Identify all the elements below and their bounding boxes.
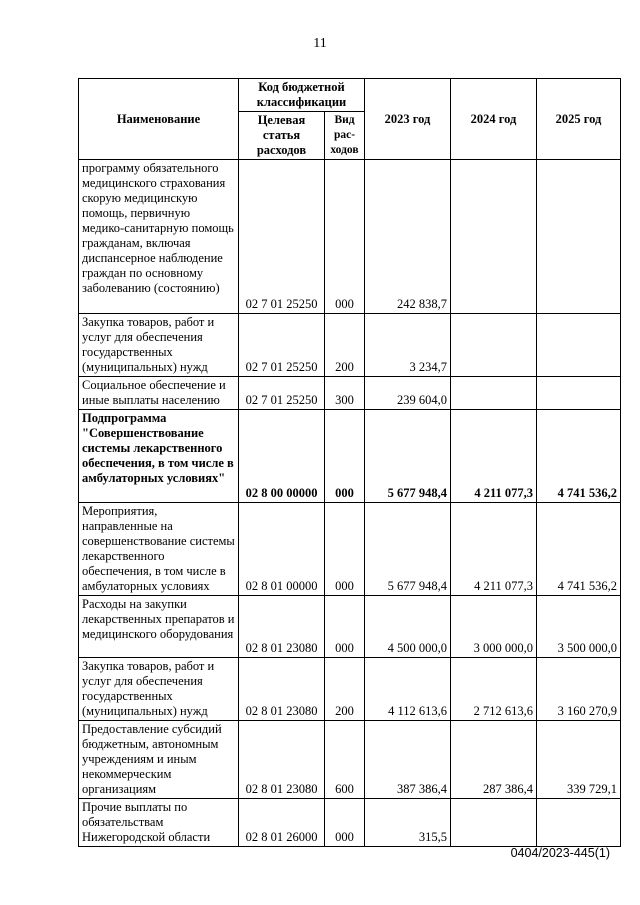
row-2024 — [451, 160, 537, 314]
row-2024: 4 211 077,3 — [451, 503, 537, 596]
row-type: 000 — [325, 503, 365, 596]
row-type: 300 — [325, 377, 365, 410]
row-name: программу обязательного медицинского страхования скорую медицинскую помощь, первичную медико-санитарную помощь гражданам, включая диспансерное наблюдение граждан по основному заболеванию (состоянию) — [79, 160, 239, 314]
row-2023: 315,5 — [365, 799, 451, 847]
row-2023: 5 677 948,4 — [365, 410, 451, 503]
header-classification: Код бюджетной классификации — [239, 79, 365, 112]
row-2023: 242 838,7 — [365, 160, 451, 314]
header-target-article: Целевая статья расходов — [239, 112, 325, 160]
row-2024: 4 211 077,3 — [451, 410, 537, 503]
header-2024: 2024 год — [451, 79, 537, 160]
header-name: Наименование — [79, 79, 239, 160]
header-2023: 2023 год — [365, 79, 451, 160]
row-2024 — [451, 799, 537, 847]
header-2025: 2025 год — [537, 79, 621, 160]
row-2025: 3 500 000,0 — [537, 596, 621, 658]
row-2024 — [451, 314, 537, 377]
row-type: 000 — [325, 799, 365, 847]
row-name: Предоставление субсидий бюджетным, автономным учреждениям и иным некоммерческим организациям — [79, 721, 239, 799]
row-2025: 4 741 536,2 — [537, 503, 621, 596]
row-type: 000 — [325, 160, 365, 314]
row-target: 02 7 01 25250 — [239, 160, 325, 314]
row-target: 02 8 01 23080 — [239, 596, 325, 658]
budget-table — [78, 78, 621, 847]
row-name: Закупка товаров, работ и услуг для обеспечения государственных (муниципальных) нужд — [79, 314, 239, 377]
row-2024: 287 386,4 — [451, 721, 537, 799]
row-2024: 2 712 613,6 — [451, 658, 537, 721]
row-target: 02 7 01 25250 — [239, 377, 325, 410]
row-target: 02 8 00 00000 — [239, 410, 325, 503]
row-target: 02 7 01 25250 — [239, 314, 325, 377]
row-type: 200 — [325, 314, 365, 377]
row-2025: 3 160 270,9 — [537, 658, 621, 721]
row-2025: 339 729,1 — [537, 721, 621, 799]
row-2025 — [537, 314, 621, 377]
row-2025 — [537, 377, 621, 410]
row-type: 000 — [325, 410, 365, 503]
row-type: 000 — [325, 596, 365, 658]
row-2023: 3 234,7 — [365, 314, 451, 377]
row-target: 02 8 01 23080 — [239, 658, 325, 721]
row-2023: 239 604,0 — [365, 377, 451, 410]
row-name: Прочие выплаты по обязательствам Нижегородской области — [79, 799, 239, 847]
row-target: 02 8 01 00000 — [239, 503, 325, 596]
row-2025 — [537, 160, 621, 314]
row-2023: 387 386,4 — [365, 721, 451, 799]
page-number: 11 — [313, 36, 327, 51]
row-2023: 5 677 948,4 — [365, 503, 451, 596]
row-target: 02 8 01 26000 — [239, 799, 325, 847]
row-name: Подпрограмма "Совершенствование системы лекарственного обеспечения, в том числе в амбулаторных условиях" — [79, 410, 239, 503]
row-target: 02 8 01 23080 — [239, 721, 325, 799]
row-2025: 4 741 536,2 — [537, 410, 621, 503]
row-type: 600 — [325, 721, 365, 799]
row-2025 — [537, 799, 621, 847]
document-registration-code: 0404/2023-445(1) — [510, 846, 610, 860]
row-2024: 3 000 000,0 — [451, 596, 537, 658]
row-name: Социальное обеспечение и иные выплаты населению — [79, 377, 239, 410]
header-expense-type: Вид рас-ходов — [325, 112, 365, 160]
row-name: Расходы на закупки лекарственных препаратов и медицинского оборудования — [79, 596, 239, 658]
row-name: Мероприятия, направленные на совершенствование системы лекарственного обеспечения, в том числе в амбулаторных условиях — [79, 503, 239, 596]
row-2023: 4 112 613,6 — [365, 658, 451, 721]
row-2023: 4 500 000,0 — [365, 596, 451, 658]
row-name: Закупка товаров, работ и услуг для обеспечения государственных (муниципальных) нужд — [79, 658, 239, 721]
row-type: 200 — [325, 658, 365, 721]
row-2024 — [451, 377, 537, 410]
